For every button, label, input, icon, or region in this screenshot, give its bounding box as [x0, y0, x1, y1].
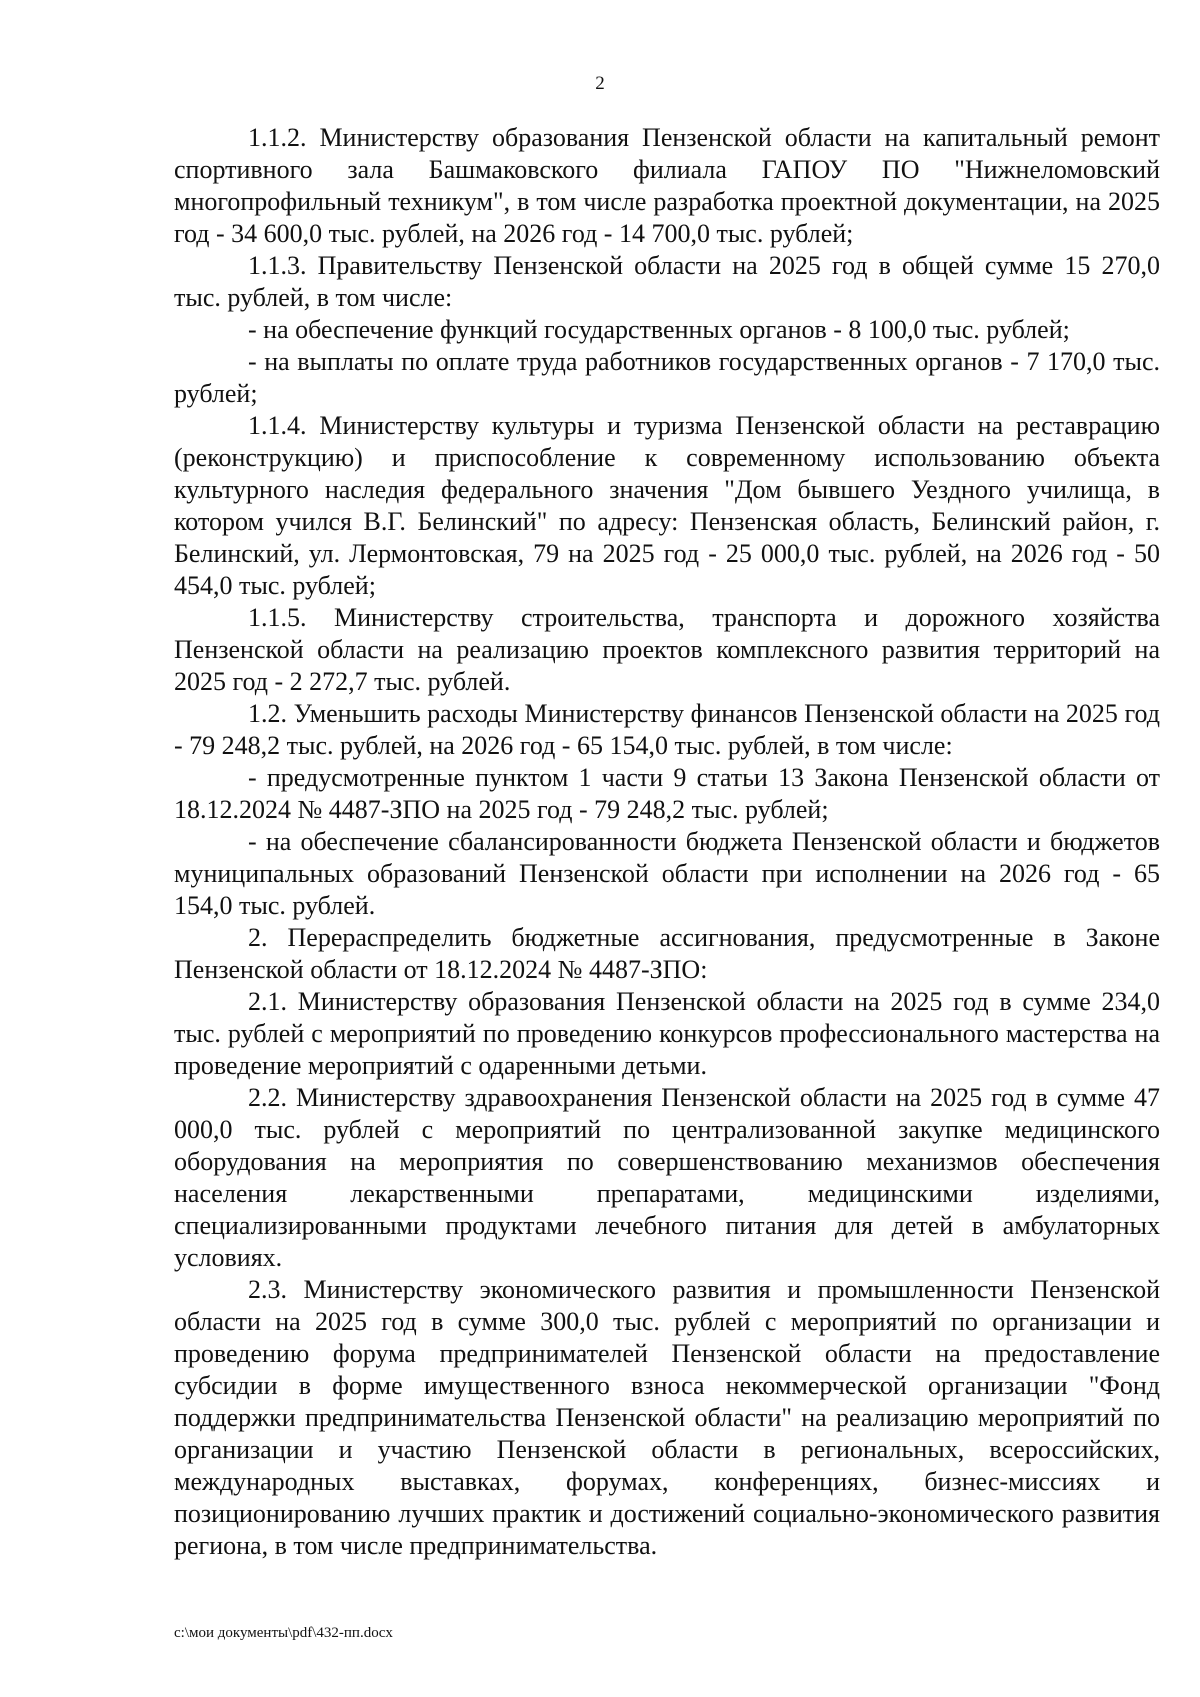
footer-file-path: c:\мои документы\pdf\432-пп.docx — [174, 1625, 393, 1641]
document-body — [174, 122, 1160, 1562]
paragraph-2-1: 2.1. Министерству образования Пензенской области на 2025 год в сумме 234,0 тыс. рублей с мероприятий по проведению конкурсов профессионального мастерства на проведение мероприятий с одаренными детьми. — [174, 987, 1160, 1080]
paragraph-1-1-5: 1.1.5. Министерству строительства, транспорта и дорожного хозяйства Пензенской области на реализацию проектов комплексного развития территорий на 2025 год - 2 272,7 тыс. рублей. — [174, 603, 1160, 696]
paragraph-2-2: 2.2. Министерству здравоохранения Пензенской области на 2025 год в сумме 47 000,0 тыс. рублей с мероприятий по централизованной закупке медицинского оборудования на мероприятия по совершенствованию механизмов обеспечения населения лекарственными препаратами, медицинскими изделиями, специализированными продуктами лечебного питания для детей в амбулаторных условиях. — [174, 1083, 1160, 1272]
paragraph-2-3: 2.3. Министерству экономического развития и промышленности Пензенской области на 2025 год в сумме 300,0 тыс. рублей с мероприятий по организации и проведению форума предпринимателей Пензенской области на предоставление субсидии в форме имущественного взноса некоммерческой организации "Фонд поддержки предпринимательства Пензенской области" на реализацию мероприятий по организации и участию Пензенской области в региональных, всероссийских, международных выставках, форумах, конференциях, бизнес-миссиях и позиционированию лучших практик и достижений социально-экономического развития региона, в том числе предпринимательства. — [174, 1275, 1160, 1560]
paragraph-1-2-item-2: - на обеспечение сбалансированности бюджета Пензенской области и бюджетов муниципальных образований Пензенской области при исполнении на 2026 год - 65 154,0 тыс. рублей. — [174, 827, 1160, 920]
paragraph-2: 2. Перераспределить бюджетные ассигнования, предусмотренные в Законе Пензенской области от 18.12.2024 № 4487-ЗПО: — [174, 923, 1160, 984]
paragraph-1-1-3: 1.1.3. Правительству Пензенской области на 2025 год в общей сумме 15 270,0 тыс. рублей, в том числе: — [174, 251, 1160, 312]
paragraph-1-1-3-item-2: - на выплаты по оплате труда работников государственных органов - 7 170,0 тыс. рублей; — [174, 347, 1160, 408]
paragraph-1-1-2: 1.1.2. Министерству образования Пензенской области на капитальный ремонт спортивного зала Башмаковского филиала ГАПОУ ПО "Нижнеломовский многопрофильный техникум", в том числе разработка проектной документации, на 2025 год - 34 600,0 тыс. рублей, на 2026 год - 14 700,0 тыс. рублей; — [174, 123, 1160, 248]
paragraph-1-1-4: 1.1.4. Министерству культуры и туризма Пензенской области на реставрацию (реконструкцию) и приспособление к современному использованию объекта культурного наследия федерального значения "Дом бывшего Уездного училища, в котором учился В.Г. Белинский" по адресу: Пензенская область, Белинский район, г. Белинский, ул. Лермонтовская, 79 на 2025 год - 25 000,0 тыс. рублей, на 2026 год - 50 454,0 тыс. рублей; — [174, 411, 1160, 600]
paragraph-1-1-3-item-1: - на обеспечение функций государственных органов - 8 100,0 тыс. рублей; — [248, 315, 1070, 344]
paragraph-1-2: 1.2. Уменьшить расходы Министерству финансов Пензенской области на 2025 год - 79 248,2 тыс. рублей, на 2026 год - 65 154,0 тыс. рублей, в том числе: — [174, 699, 1160, 760]
page-number: 2 — [595, 73, 605, 94]
paragraph-1-2-item-1: - предусмотренные пунктом 1 части 9 статьи 13 Закона Пензенской области от 18.12.2024 № 4487-ЗПО на 2025 год - 79 248,2 тыс. рублей; — [174, 763, 1160, 824]
